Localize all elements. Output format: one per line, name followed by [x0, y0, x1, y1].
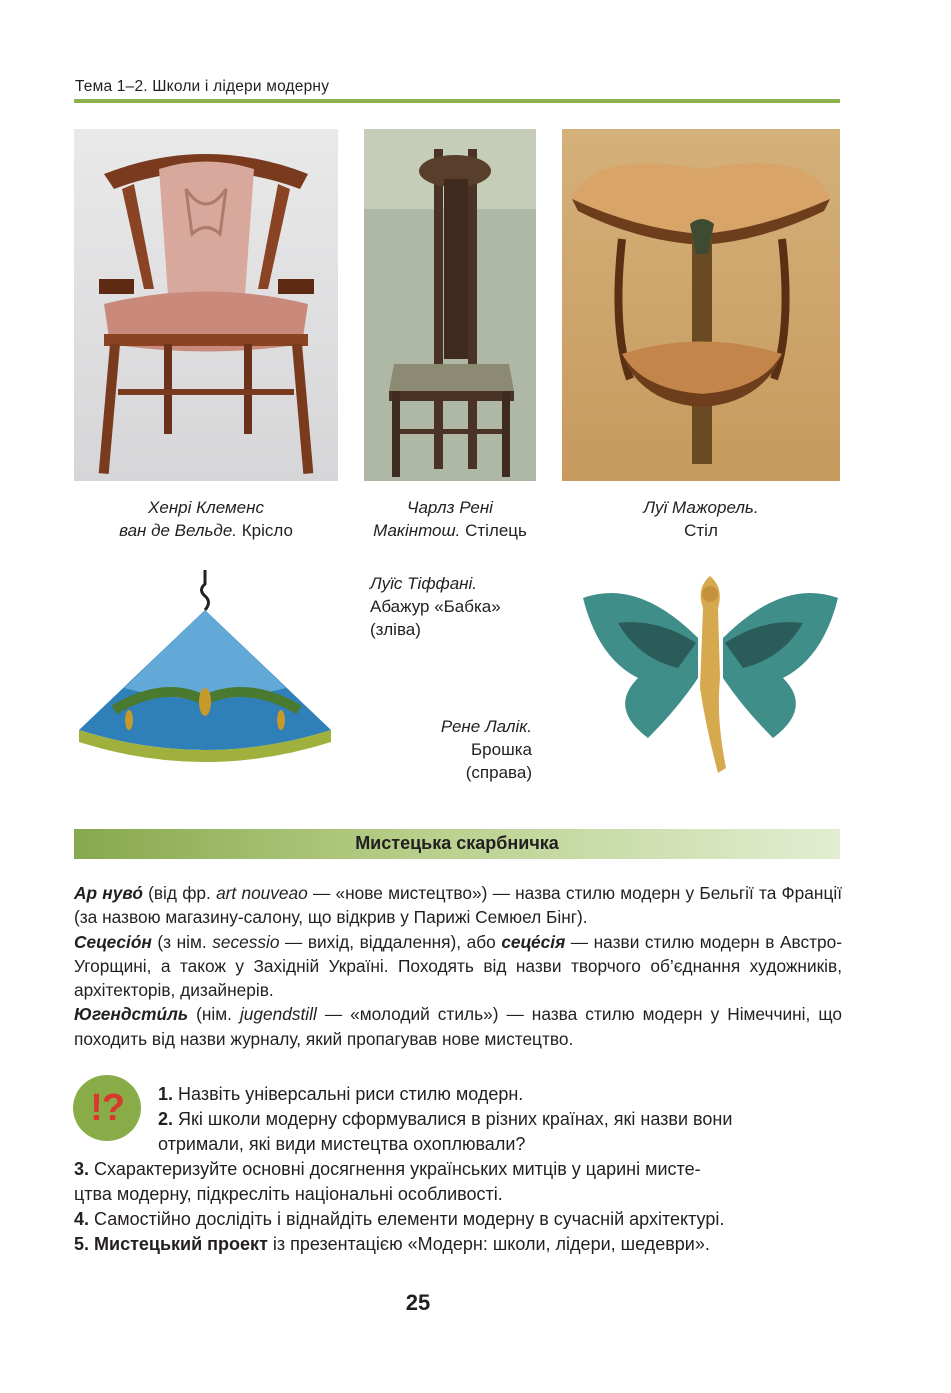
question-emphasis: Мистецький проект — [89, 1234, 268, 1254]
glossary-term: Югендсти́ль — [74, 1004, 189, 1025]
lamp-object: Абажур «Бабка» — [370, 597, 501, 616]
question-number: 2. — [158, 1109, 174, 1129]
question-number: 3. — [74, 1159, 90, 1179]
tall-chair-object: Стілець — [460, 521, 527, 540]
tall-chair-photo — [364, 129, 536, 481]
question-text: Які школи модерну сформувалися в різних країнах, які назви вони — [173, 1109, 733, 1129]
question-item — [158, 1082, 523, 1107]
glossary-text: — назви стилю модерн в Австро-Угорщині, а також у Західній Україні. Походять від назви творчого об’єднання художників, архітекторів, дизайнерів. — [74, 931, 842, 1001]
tall-chair-author-cont: Макінтош. — [373, 521, 461, 540]
glossary-term: Ар нуво́ — [74, 883, 143, 903]
header-rule — [74, 99, 840, 103]
question-text: Назвіть універсальні риси стилю модерн. — [173, 1084, 524, 1104]
glossary-text: (нім. — [188, 1004, 240, 1025]
question-item-cont — [158, 1132, 525, 1157]
page-number: 25 — [405, 1290, 431, 1315]
glossary-entry — [74, 881, 842, 930]
question-item-cont — [74, 1182, 503, 1207]
running-header: Тема 1–2. Школи і лідери модерну — [75, 78, 330, 95]
glossary-term: Сецесіо́н — [74, 931, 152, 952]
questions-icon-glyph: !? — [90, 1087, 124, 1129]
glossary-text: (з нім. — [151, 931, 213, 952]
questions-icon — [73, 1075, 141, 1141]
glossary-foreign: secessio — [212, 931, 280, 952]
lamp-caption — [370, 572, 540, 641]
question-item — [74, 1207, 724, 1232]
glossary-text: — «молодий стиль») — назва стилю модерн у Німеччині, що походить від назви журналу, який пропагував нове мистецтво. — [74, 1004, 842, 1049]
question-text: цтва модерну, підкресліть національні особливості. — [74, 1184, 503, 1204]
question-text: Схарактеризуйте основні досягнення українських митців у царині мисте- — [89, 1159, 701, 1179]
tall-chair-caption — [350, 496, 550, 542]
glossary-foreign: art nouveao — [216, 883, 308, 903]
glossary-entry — [74, 1002, 842, 1051]
question-item — [74, 1157, 701, 1182]
brooch-author: Рене Лалік. — [440, 717, 532, 736]
glossary-text: — вихід, віддалення), або — [279, 931, 502, 952]
table-caption — [562, 496, 840, 542]
question-item — [74, 1232, 710, 1257]
section-title: Мистецька скарбничка — [355, 833, 559, 853]
question-number: 4. — [74, 1209, 90, 1229]
armchair-photo — [74, 129, 338, 481]
glossary-term: сеце́сія — [501, 931, 566, 952]
lamp-author: Луїс Тіффані. — [370, 574, 478, 593]
glossary-foreign: jugendstill — [239, 1004, 317, 1025]
tall-chair-author: Чарлз Рені — [407, 498, 493, 517]
question-text: із презентацією «Модерн: школи, лідери, шедеври». — [267, 1234, 710, 1254]
glossary-text: — «нове мистецтво») — назва стилю модерн у Бельгії та Франції (за назвою магазину-салону, що відкрив у Парижі Семюел Бінг). — [74, 883, 842, 928]
table-object: Стіл — [684, 521, 718, 540]
armchair-author: Хенрі Клеменс — [148, 498, 264, 517]
glossary — [74, 881, 842, 1051]
table-photo — [562, 129, 840, 481]
question-number: 1. — [158, 1084, 174, 1104]
question-item — [158, 1107, 732, 1132]
question-number: 5. — [74, 1234, 90, 1254]
question-text: отримали, які види мистецтва охоплювали? — [158, 1134, 526, 1154]
lamp-photo — [74, 570, 336, 770]
glossary-text: (від фр. — [142, 883, 217, 903]
lamp-position: (зліва) — [370, 620, 421, 639]
glossary-entry — [74, 930, 842, 1003]
armchair-caption — [74, 496, 338, 542]
brooch-position: (справа) — [465, 763, 532, 782]
armchair-author-cont: ван де Вельде. — [119, 521, 237, 540]
armchair-object: Крісло — [237, 521, 293, 540]
brooch-photo — [578, 568, 843, 780]
table-author: Луї Мажорель. — [643, 498, 759, 517]
brooch-object: Брошка — [471, 740, 532, 759]
question-text: Самостійно дослідіть і віднайдіть елементи модерну в сучасній архітектурі. — [89, 1209, 725, 1229]
brooch-caption — [380, 715, 532, 784]
